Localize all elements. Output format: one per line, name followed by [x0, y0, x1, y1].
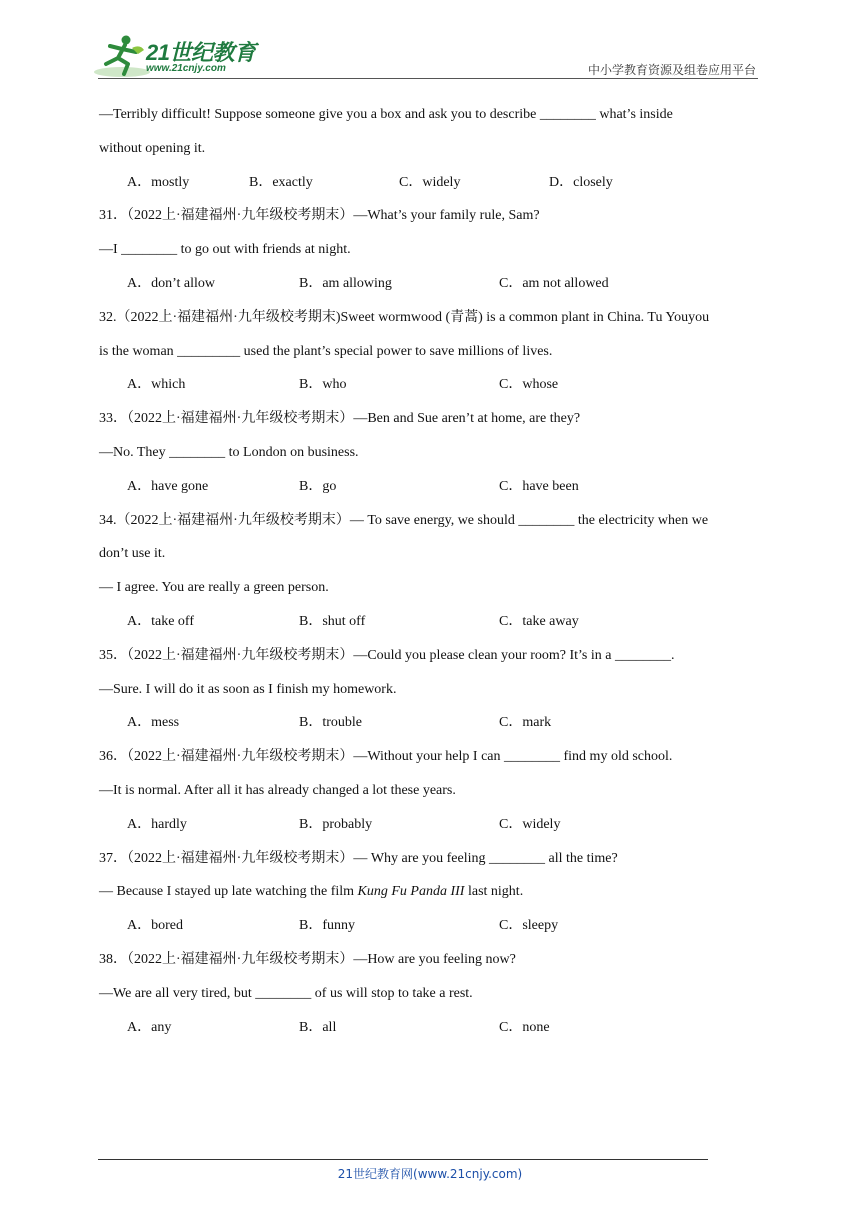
- answer-option: B．probably: [299, 816, 373, 832]
- answer-options: [127, 470, 769, 504]
- question-line: 32.（2022上·福建福州·九年级校考期末)Sweet wormwood (青蒿) is a common plant in China. Tu Youyou: [99, 309, 710, 325]
- header-divider: [98, 78, 758, 79]
- question-line: 37．（2022上·福建福州·九年级校考期末）— Why are you feeling ________ all the time?: [99, 850, 618, 866]
- answer-option: B．funny: [299, 918, 355, 934]
- logo-text: 21世纪教育: [146, 40, 256, 65]
- answer-options: [127, 368, 769, 402]
- answer-options: [127, 706, 769, 740]
- answer-options: [127, 267, 769, 301]
- answer-option: A．don’t allow: [127, 275, 216, 291]
- text-segment: last night.: [464, 884, 524, 900]
- question-line: —No. They ________ to London on business.: [99, 444, 359, 460]
- answer-options: [127, 1011, 769, 1045]
- question-line: without opening it.: [99, 140, 206, 156]
- question-line: 38．（2022上·福建福州·九年级校考期末）—How are you feeling now?: [99, 951, 516, 967]
- question-line: —We are all very tired, but ________ of us will stop to take a rest.: [99, 985, 473, 1001]
- answer-option: A．which: [127, 377, 186, 393]
- answer-option: B．go: [299, 478, 337, 494]
- answer-option: A．take off: [127, 613, 194, 629]
- answer-option: C．sleepy: [499, 918, 559, 934]
- answer-option: C．take away: [499, 613, 579, 629]
- answer-option: A．hardly: [127, 816, 187, 832]
- question-line: 34.（2022上·福建福州·九年级校考期末）— To save energy, we should ________ the electricity when we: [99, 512, 709, 528]
- answer-option: C．am not allowed: [499, 275, 609, 291]
- answer-option: B．exactly: [249, 174, 313, 190]
- answer-option: C．mark: [499, 715, 552, 731]
- question-line: —It is normal. After all it has already changed a lot these years.: [99, 782, 456, 798]
- question-list: [99, 98, 769, 1044]
- question-line: 31．（2022上·福建福州·九年级校考期末）—What’s your family rule, Sam?: [99, 208, 540, 224]
- text-segment: — Because I stayed up late watching the film: [99, 884, 358, 900]
- answer-options: [127, 166, 769, 200]
- logo-url: www.21cnjy.com: [146, 63, 226, 74]
- answer-option: A．mess: [127, 715, 180, 731]
- answer-options: [127, 605, 769, 639]
- answer-option: B．trouble: [299, 715, 362, 731]
- platform-name: 中小学教育资源及组卷应用平台: [587, 63, 756, 77]
- answer-option: C．have been: [499, 478, 579, 494]
- answer-option: A．bored: [127, 918, 183, 934]
- question-line: —I ________ to go out with friends at night.: [99, 242, 351, 258]
- page-header: [0, 0, 860, 80]
- question-line: is the woman _________ used the plant’s special power to save millions of lives.: [99, 343, 553, 359]
- question-line: — I agree. You are really a green person.: [99, 580, 329, 596]
- answer-option: B．am allowing: [299, 275, 392, 291]
- answer-option: C．widely: [399, 174, 461, 190]
- answer-option: C．none: [499, 1019, 550, 1035]
- answer-option: C．widely: [499, 816, 561, 832]
- answer-option: A．mostly: [127, 174, 190, 190]
- film-title: Kung Fu Panda III: [357, 884, 465, 900]
- question-line: —Sure. I will do it as soon as I finish my homework.: [99, 681, 397, 697]
- answer-option: A．have gone: [127, 478, 209, 494]
- question-line: 36．（2022上·福建福州·九年级校考期末）—Without your help I can ________ find my old school.: [99, 749, 673, 765]
- question-line: don’t use it.: [99, 546, 166, 562]
- answer-option: B．all: [299, 1019, 337, 1035]
- question-line: 33．（2022上·福建福州·九年级校考期末）—Ben and Sue aren’t at home, are they?: [99, 411, 581, 427]
- question-line: —Terribly difficult! Suppose someone give you a box and ask you to describe ________ what’s inside: [99, 107, 673, 122]
- answer-option: C．whose: [499, 377, 559, 393]
- question-line: [99, 875, 769, 909]
- answer-option: B．who: [299, 377, 347, 393]
- footer-divider: [98, 1159, 708, 1160]
- question-line: 35．（2022上·福建福州·九年级校考期末）—Could you please clean your room? It’s in a ________.: [99, 647, 675, 663]
- answer-option: D．closely: [549, 174, 613, 190]
- answer-options: [127, 909, 769, 943]
- answer-option: A．any: [127, 1019, 172, 1035]
- answer-options: [127, 808, 769, 842]
- footer-link[interactable]: 21世纪教育网(www.21cnjy.com): [337, 1167, 523, 1181]
- answer-option: B．shut off: [299, 613, 366, 629]
